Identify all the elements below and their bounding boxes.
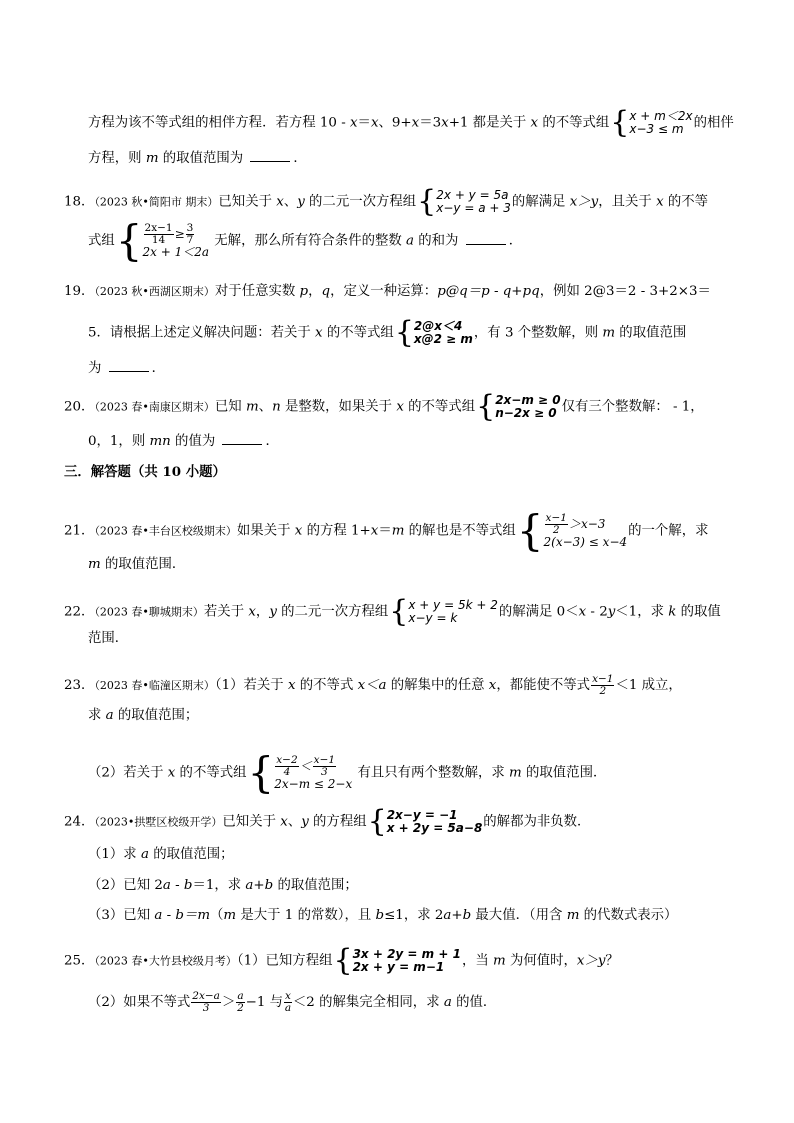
math: x＜a [357, 678, 387, 694]
text: 的取值范围； [113, 708, 199, 723]
inequality-system: { 2@x＜4 x@2 ≥ m [394, 315, 473, 350]
denominator: 3 [202, 1002, 210, 1015]
text: 的取值范围 [615, 325, 687, 341]
problem-21-line1 [64, 506, 709, 555]
var: a [162, 878, 171, 893]
source-tag: （2023 春•大竹县校级月考） [94, 954, 237, 968]
system-row: 2x−m ≤ 2−x [274, 777, 353, 792]
problem-24-part2 [88, 879, 358, 892]
denominator: 14 [151, 234, 166, 247]
system-row: 2x−m ≥ 0 [495, 393, 561, 408]
system-row: x@2 ≥ m [413, 332, 473, 346]
text: 无解，那么所有符合条件的整数 [210, 233, 407, 249]
answer-blank [109, 359, 149, 372]
text: ． [293, 151, 307, 166]
text: 的解满足 0＜ [498, 604, 579, 620]
system-row: 2x−y = −1 [386, 808, 458, 823]
var: x [396, 399, 404, 415]
system-row: 2x + y = m−1 [352, 960, 445, 974]
text: ＞ [221, 995, 236, 1011]
system-row: x + m＜2x [629, 109, 693, 124]
denominator: 3 [321, 766, 328, 779]
text: （ [210, 908, 224, 923]
text: ＝1，求 [192, 878, 246, 893]
fraction [284, 991, 292, 1014]
problem-23-line3 [88, 748, 607, 797]
text: 的不等 [663, 194, 709, 210]
p17-line1 [88, 105, 734, 140]
text: ，当 [461, 953, 493, 969]
text: ，例如 2@3＝2 - 3+2×3＝ [539, 284, 711, 299]
problem-number: 21． [64, 523, 95, 539]
var: y [607, 604, 616, 620]
problem-19-line1 [64, 285, 711, 298]
text: ． [151, 361, 166, 376]
problem-23-line2 [88, 709, 198, 722]
problem-18-line2 [88, 216, 523, 265]
text: 、9+ [378, 115, 412, 131]
var: x [248, 604, 256, 620]
section-heading: 三．解答题（共 10 小题） [64, 464, 226, 480]
problem-22-line2: 范围． [88, 631, 129, 646]
var: p [299, 284, 309, 299]
inequality-system: { 2x−m ≥ 0 n−2x ≥ 0 [476, 389, 561, 424]
math: a+b [443, 908, 472, 923]
text: 的解满足 [511, 194, 570, 210]
problem-18-line1 [64, 184, 709, 219]
numerator: x−2 [276, 754, 298, 767]
text: 的解集中的任意 [386, 678, 489, 694]
text: 0，1，则 [88, 434, 150, 449]
var: m [509, 765, 522, 781]
problem-number: 25． [64, 953, 95, 969]
text: 的取值范围； [273, 878, 358, 893]
text: ． [265, 434, 279, 449]
text: ＜ [299, 759, 312, 774]
system-row: x−y = k [408, 611, 458, 625]
problem-21-line2 [88, 558, 185, 571]
text: 的值． [451, 995, 497, 1011]
math: p@q＝p - q+pq [437, 284, 540, 299]
system-row: x−3 ≤ m [629, 122, 684, 136]
system-row: 2x + y = 5a [436, 188, 509, 203]
var: b [375, 908, 385, 923]
text: 5．请根据上述定义解决问题：若关于 [88, 325, 316, 341]
var: m [566, 908, 580, 923]
text: 的方程 1+ [302, 523, 371, 539]
text: （2）已知 2 [88, 878, 163, 893]
var: x [280, 814, 288, 830]
text: ． [508, 233, 523, 249]
math: a - b＝m [154, 908, 211, 923]
problem-number: 18． [64, 194, 95, 210]
source-tag: （2023•拱墅区校级开学） [94, 815, 223, 829]
numerator: x−1 [313, 754, 336, 767]
system-row: 2@x＜4 [413, 319, 463, 334]
system-row: n−2x ≥ 0 [495, 406, 557, 420]
problem-number: 22． [64, 604, 95, 620]
text: 已知关于 [222, 814, 281, 830]
text: ＞x−3 [568, 517, 606, 532]
text: 式组 [88, 233, 115, 249]
text: ，都能使不等式 [496, 678, 591, 694]
text: 的和为 [414, 233, 463, 249]
source-tag: （2023 春•临潼区期末） [94, 679, 215, 693]
text: 是大于 1 的常数），且 [236, 908, 376, 923]
fraction [236, 991, 244, 1014]
problem-23-line1 [64, 674, 682, 697]
source-tag: （2023 春•聊城期末） [94, 605, 204, 619]
var: b [183, 878, 193, 893]
var: x [411, 115, 420, 131]
text: 的相伴 [693, 115, 734, 131]
var: n [272, 399, 281, 415]
math: x＞y [576, 953, 606, 969]
problem-number: 19． [64, 284, 95, 299]
fraction [191, 991, 221, 1014]
text: ＜2 的解集完全相同，求 [292, 995, 444, 1011]
text: ，且关于 [598, 194, 657, 210]
var: m [391, 523, 405, 539]
denominator: 2 [599, 685, 607, 698]
text: ＝3 [419, 115, 442, 131]
text: 的方程组 [308, 814, 367, 830]
inequality-system: { $\frac{x-1}{2}$ ＞x−3 2(x−3) ≤ x−4 [516, 506, 628, 555]
p17-line2 [88, 149, 307, 165]
text: ≤1，求 2 [384, 908, 444, 923]
text: 、 [258, 399, 273, 415]
fraction [591, 674, 614, 697]
problem-19-line3 [88, 359, 165, 375]
var: m [492, 953, 506, 969]
answer-blank [466, 232, 506, 245]
text: 的取值范围． [100, 557, 186, 572]
numerator: 2x−a [192, 990, 220, 1002]
text: 的一个解，求 [628, 523, 709, 539]
text: - 2 [586, 604, 608, 620]
text: 的取值范围为 [158, 151, 248, 166]
text: （1）若关于 [214, 678, 288, 694]
text: 的不等式组 [175, 765, 247, 781]
math: x＞y [569, 194, 599, 210]
var: x [370, 523, 379, 539]
text: 的取值范围． [521, 765, 607, 781]
var: m [88, 557, 101, 572]
equation-system: { 3x + 2y = m + 1 2x + y = m−1 [333, 943, 461, 978]
text: 最大值．（用含 [471, 908, 567, 923]
text: ，有 3 个整数解，则 [473, 325, 603, 341]
text: 为何值时， [505, 953, 577, 969]
var: x [656, 194, 664, 210]
text: 的解也是不等式组 [404, 523, 516, 539]
problem-number: 20． [64, 399, 95, 415]
var: x [315, 325, 323, 341]
system-row: 2(x−3) ≤ x−4 [543, 535, 628, 550]
var: x [578, 604, 587, 620]
numerator: 3 [186, 222, 194, 235]
problem-20-line2 [88, 432, 279, 448]
system-row: x−y = a + 3 [436, 201, 511, 215]
numerator: a [237, 990, 244, 1002]
var: m [145, 151, 159, 166]
text: ， [308, 284, 322, 299]
denominator: 7 [186, 234, 194, 247]
text: 的取值 [676, 604, 721, 620]
inequality-system: { x + m＜2x x−3 ≤ m [610, 105, 693, 140]
var: x [167, 765, 176, 781]
system-row: 2x + 1＜2a [142, 245, 210, 260]
denominator: a [284, 1002, 292, 1015]
text: 的不等式 [295, 678, 358, 694]
system-row: x + y = 5k + 2 [408, 598, 498, 613]
var: q [321, 284, 331, 299]
text: - [170, 878, 184, 893]
problem-20-line1 [64, 389, 704, 424]
var: a [140, 847, 149, 862]
var: y [301, 814, 309, 830]
problem-22-line1 [64, 594, 721, 629]
problem-24-part3 [88, 909, 677, 922]
problem-number: 24． [64, 814, 95, 830]
problem-24-line1 [64, 804, 591, 839]
denominator: 2 [237, 1002, 244, 1015]
text: ＜1 成立， [615, 678, 682, 694]
text: 的二元一次方程组 [276, 604, 389, 620]
text: 已知 [214, 399, 246, 415]
text: （3）已知 [88, 908, 155, 923]
text: 的不等式组 [403, 399, 476, 415]
var: x [349, 115, 358, 131]
text: ＜1，求 [615, 604, 669, 620]
var: x [287, 678, 296, 694]
text: 已知关于 [218, 194, 277, 210]
math: a+b [245, 878, 274, 893]
text: 对于任意实数 [214, 284, 300, 299]
var: x [530, 115, 539, 131]
source-tag: （2023 春•丰台区校级期末） [94, 524, 237, 538]
text: ＝ [357, 115, 371, 131]
text: +1 都是关于 [448, 115, 531, 131]
system-row: 3x + 2y = m + 1 [352, 947, 461, 962]
inequality-system: { $\frac{2x-1}{14}$ ≥ $\frac{3}{7}$ 2x + 1＜2a [115, 216, 210, 265]
answer-blank [222, 432, 262, 445]
text: 的二元一次方程组 [304, 194, 417, 210]
var: x [294, 523, 303, 539]
var: a [406, 233, 414, 249]
text: ？ [605, 953, 619, 969]
inequality-system: { $\frac{x-2}{4}$ ＜ $\frac{x-1}{3}$ 2x−m ≤ 2−x [247, 748, 353, 797]
text: 的代数式表示） [579, 908, 678, 923]
problem-25-line2 [88, 991, 496, 1014]
var: y [297, 194, 305, 210]
var: x [441, 115, 449, 131]
text: 的值为 [170, 434, 220, 449]
var: y [269, 604, 277, 620]
text: 的不等式组 [322, 325, 394, 341]
text: 仅有三个整数解： - 1， [561, 399, 704, 415]
var: x [276, 194, 284, 210]
text: （1）已知方程组 [236, 953, 333, 969]
text: 有且只有两个整数解，求 [353, 765, 510, 781]
equation-system: { 2x−y = −1 x + 2y = 5a−8 [367, 804, 483, 839]
var: a [443, 995, 452, 1011]
system-row: x + 2y = 5a−8 [386, 821, 483, 835]
numerator: x [284, 990, 291, 1002]
var: m [223, 908, 237, 923]
text: 的解都为非负数． [483, 814, 591, 830]
denominator: 4 [283, 766, 291, 779]
problem-25-line1 [64, 943, 619, 978]
var: m [245, 399, 259, 415]
source-tag: （2023 秋•西湖区期末） [94, 285, 215, 298]
answer-blank [250, 149, 290, 162]
text: −1 与 [245, 995, 283, 1011]
var: a [105, 708, 114, 723]
text: ， [255, 604, 270, 620]
text: 是整数，如果关于 [280, 399, 397, 415]
text: ≥ [174, 227, 185, 242]
var: mn [149, 434, 171, 449]
source-tag: （2023 秋•简阳市 期末） [94, 195, 219, 209]
problem-24-part1 [88, 848, 234, 861]
text: 如果关于 [236, 523, 295, 539]
problem-19-line2 [88, 315, 687, 350]
numerator: 2x−1 [144, 222, 173, 235]
text: 求 [88, 708, 106, 723]
text: （2）如果不等式 [88, 995, 191, 1011]
numerator: x−1 [592, 673, 614, 685]
text: 方程，则 [88, 151, 146, 166]
equation-system: { x + y = 5k + 2 x−y = k [389, 594, 498, 629]
var: k [668, 604, 677, 620]
var: x [370, 115, 379, 131]
text: 方程为该不等式组的相伴方程．若方程 10 - [88, 115, 350, 131]
text: （2）若关于 [88, 765, 168, 781]
var: x [488, 678, 497, 694]
text: 的取值范围； [148, 847, 234, 862]
text: ＝ [378, 523, 392, 539]
text: 、 [283, 194, 298, 210]
equation-system: { 2x + y = 5a x−y = a + 3 [417, 184, 511, 219]
source-tag: （2023 春•南康区期末） [94, 400, 215, 414]
numerator: x−1 [545, 512, 567, 525]
text: 若关于 [203, 604, 249, 620]
problem-number: 23． [64, 678, 95, 694]
text: ，定义一种运算： [330, 284, 438, 299]
text: 为 [88, 361, 106, 376]
var: m [602, 325, 616, 341]
denominator: 2 [552, 524, 560, 537]
text: 的不等式组 [538, 115, 610, 131]
text: 、 [287, 814, 302, 830]
text: （1）求 [88, 847, 141, 862]
